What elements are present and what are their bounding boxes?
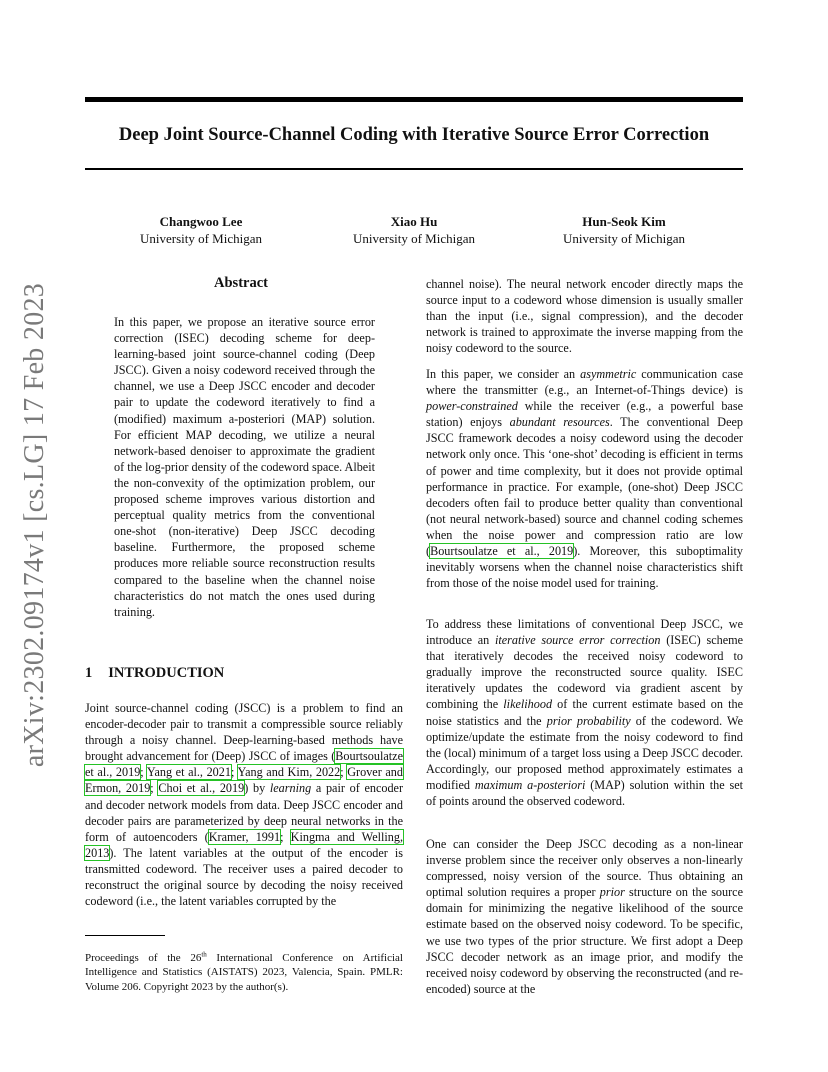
emphasis: likelihood xyxy=(503,697,553,712)
right-paragraph-3 xyxy=(426,616,743,809)
right-paragraph-2 xyxy=(426,366,743,591)
text-run: ). Moreover, this suboptimality inevitably worsens when the channel noise characteristics shift from those of the noise model used for training. xyxy=(426,544,743,591)
author-2 xyxy=(304,213,524,247)
author-3 xyxy=(514,213,734,247)
top-rule xyxy=(85,97,743,102)
paper-title: Deep Joint Source-Channel Coding with Iterative Source Error Correction xyxy=(118,125,710,145)
citation-link[interactable]: Kramer, 1991 xyxy=(208,829,281,844)
intro-paragraph-1 xyxy=(85,700,403,909)
citation-link[interactable]: Kingma and Welling, 2013 xyxy=(85,829,404,860)
footnote xyxy=(85,951,403,994)
text-run: ; xyxy=(340,765,348,780)
author-name: Changwoo Lee xyxy=(159,214,243,229)
text-run: Proceedings of the 26 xyxy=(85,952,202,964)
emphasis: learning xyxy=(269,781,312,796)
text-run: In this paper, we consider an xyxy=(426,367,581,381)
emphasis: prior probability xyxy=(546,713,631,728)
abstract-text: In this paper, we propose an iterative source error correction (ISEC) decoding scheme for deep-learning-based joint source-channel coding (Deep JSCC). Given a noisy codeword received through the channel, we use a Deep JSCC encoder and decoder pair to update the codeword iteratively to find a (modified) maximum a-posteriori (MAP) solution. For efficient MAP decoding, we utilize a neural network-based denoiser to approximate the gradient of the log-prior density of the codeword space. Albeit the non-convexity of the optimization problem, our proposed scheme improves various distortion and perceptual quality metrics from the conventional one-shot (non-iterative) Deep JSCC decoding baseline. Furthermore, the proposed scheme produces more reliable source reconstruction results compared to the baseline when the channel noise characteristics do not match the ones used during training. xyxy=(114,315,375,619)
citation-link[interactable]: Bourtsoulatze et al., 2019 xyxy=(430,544,574,559)
author-1 xyxy=(91,213,311,247)
right-paragraph-1: channel noise). The neural network encoder directly maps the source input to a codeword whose dimension is usually smaller than the input (i.e., signal compression), and the decoder network is trained to approximate the inverse mapping from the noisy codeword to the source. xyxy=(426,277,743,356)
section-heading-introduction xyxy=(85,665,224,682)
text-run: of the current estimate based on the noise statistics and the xyxy=(426,697,743,728)
emphasis: prior xyxy=(599,885,625,900)
author-name: Xiao Hu xyxy=(390,214,438,229)
author-block xyxy=(85,213,743,253)
citation-link[interactable]: Yang et al., 2021 xyxy=(146,765,231,780)
text-run: while the receiver (e.g., a powerful base station) enjoys xyxy=(426,399,743,430)
arxiv-stamp xyxy=(15,282,55,768)
author-name: Hun-Seok Kim xyxy=(582,214,666,229)
text-run: communication case where the transmitter (e.g., an Internet-of-Things device) is xyxy=(426,367,743,398)
emphasis: power-constrained xyxy=(426,399,518,414)
section-number: 1 xyxy=(85,665,93,681)
text-run: Joint source-channel coding (JSCC) is a problem to find an encoder-decoder pair to transmit a compressible source reliably through a noisy channel. Deep-learning-based methods have brought advancement for (Deep) JSCC of images ( xyxy=(85,701,403,764)
emphasis: asymmetric xyxy=(580,367,637,381)
emphasis: iterative source error correction xyxy=(495,633,661,648)
footnote-rule xyxy=(85,935,165,936)
text-run: ; xyxy=(150,781,159,796)
text-run: ; xyxy=(140,765,147,780)
section-title: INTRODUCTION xyxy=(108,665,225,681)
citation-link[interactable]: Grover and Ermon, 2019 xyxy=(85,765,403,796)
abstract-heading: Abstract xyxy=(214,275,268,291)
emphasis: abundant resources xyxy=(509,415,610,430)
text-run: ; xyxy=(280,829,291,844)
author-affiliation: University of Michigan xyxy=(352,231,476,246)
text-run: (MAP) solution within the set of points around the observed codeword. xyxy=(426,777,743,809)
text-run: structure on the source domain for minimizing the negative likelihood of the source estimate based on the observed noisy codeword. To be specific, we use two types of the prior structure. We first adopt a Deep JSCC decoder network as an image prior, and modify the received noisy codeword by observing the reconstructed (and re-encoded) source at the xyxy=(426,885,743,996)
text-run: One can consider the Deep JSCC decoding as a non-linear inverse problem since the receiver only observes a non-linearly compressed, noisy version of the source. Thus obtaining an optimal solution requires a proper xyxy=(426,837,743,900)
citation-link[interactable]: Bourtsoulatze et al., 2019 xyxy=(85,749,403,780)
citation-link[interactable]: Choi et al., 2019 xyxy=(158,781,245,796)
superscript: th xyxy=(201,950,207,959)
text-run: International Conference on Artificial Intelligence and Statistics (AISTATS) 2023, Valencia, Spain. PMLR: Volume 206. Copyright 2023 by the author(s). xyxy=(85,952,403,993)
text-run: a pair of encoder and decoder network models from data. Deep JSCC encoder and decoder pairs are parameterized by deep neural networks in the form of autoencoders ( xyxy=(85,781,404,844)
author-affiliation: University of Michigan xyxy=(139,231,263,246)
text-run: ; xyxy=(230,765,238,780)
text-run: ). The latent variables at the output of the encoder is transmitted codeword. The receiver uses a paired decoder to reconstruct the original source by decoding the noisy received codeword (i.e., the latent variables corrupted by the xyxy=(85,845,403,909)
text-run: To address these limitations of conventional Deep JSCC, we introduce an xyxy=(426,617,743,648)
text-run: (ISEC) scheme that iteratively decodes the received noisy codeword to gradually improve the reconstructed source quality. ISEC iteratively updates the codeword via gradient ascent by combining the xyxy=(426,633,743,712)
title-rule xyxy=(85,168,743,170)
text-run: . The conventional Deep JSCC framework decodes a noisy codeword using the decoder network only once. This ‘one-shot’ decoding is efficient in terms of power and time complexity, but it does not provide optimal performance in practice. For example, (one-shot) Deep JSCC decoders often fail to produce better quality than conventional (not neural network-based) source and channel coding schemes when the noise power and compression ratio are low ( xyxy=(426,415,743,559)
text-run: of the codeword. We optimize/update the estimate from the noisy codeword to find the (local) minimum of a target loss using a Deep JSCC decoder. Accordingly, our proposed method approximately estimates a modified xyxy=(426,713,743,792)
arxiv-stamp-text: arXiv:2302.09174v1 [cs.LG] 17 Feb 2023 xyxy=(19,282,51,768)
text-run: ) by xyxy=(244,781,270,796)
emphasis: maximum a-posteriori xyxy=(474,777,586,792)
citation-link[interactable]: Yang and Kim, 2022 xyxy=(237,765,341,780)
author-affiliation: University of Michigan xyxy=(562,231,686,246)
right-paragraph-4 xyxy=(426,836,743,997)
